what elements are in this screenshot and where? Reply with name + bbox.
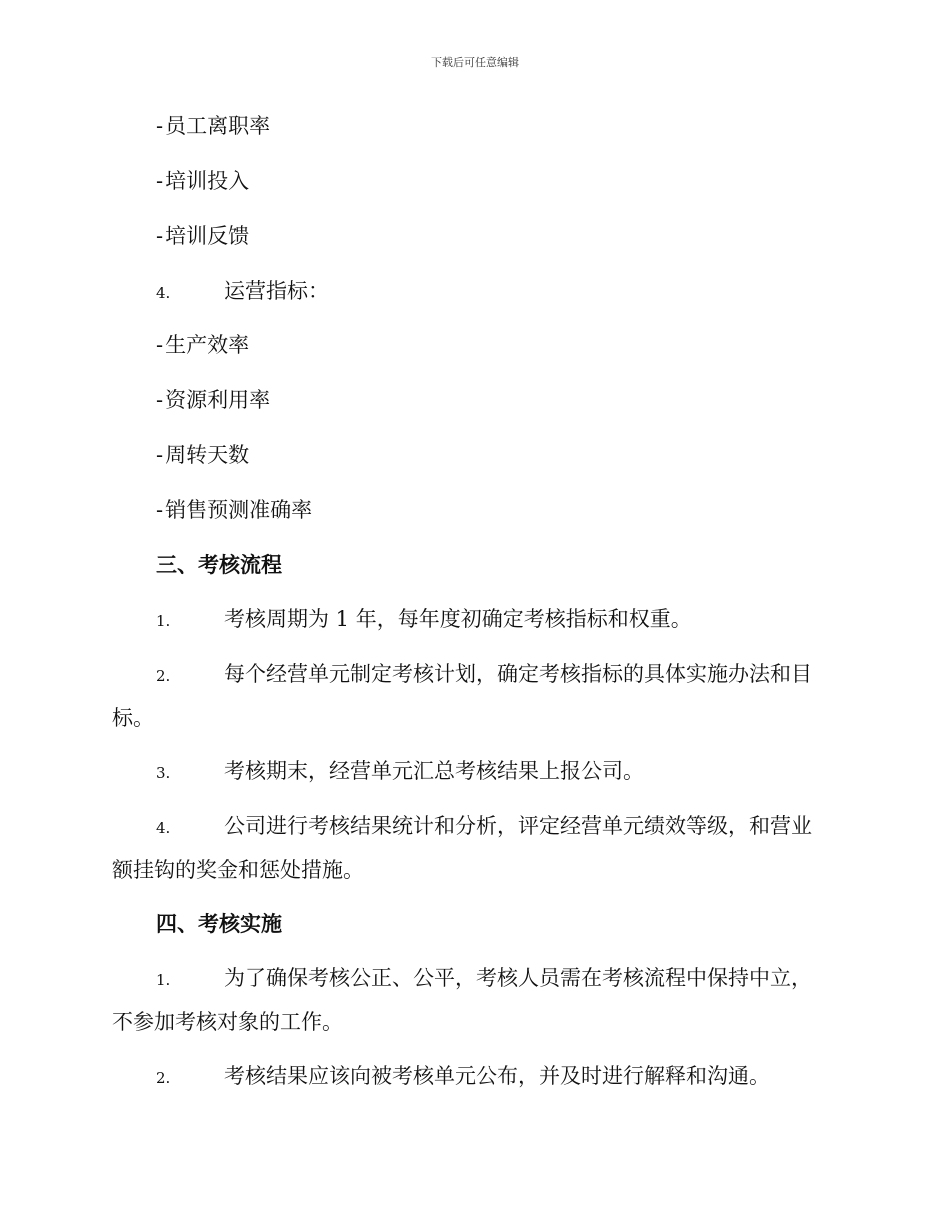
item-text: 考核周期为 1 年，每年度初确定考核指标和权重。 (224, 607, 692, 631)
list-item (156, 224, 249, 248)
dash: - (156, 388, 164, 412)
item-text: 考核期末，经营单元汇总考核结果上报公司。 (224, 759, 644, 783)
item-text: 为了确保考核公正、公平，考核人员需在考核流程中保持中立， (224, 966, 812, 990)
section-heading: 三、考核流程 (156, 552, 282, 577)
item-text-continued: 额挂钩的奖金和惩处措施。 (112, 858, 364, 882)
list-item-text: 周转天数 (165, 443, 250, 467)
list-item-text: 销售预测准确率 (165, 498, 313, 522)
dash: - (156, 169, 164, 193)
list-item-text: 资源利用率 (165, 388, 271, 412)
item-number: 1. (156, 971, 171, 989)
list-item-text: 员工离职率 (165, 114, 271, 138)
item-text-continued: 标。 (112, 706, 154, 730)
item-number: 2. (156, 667, 171, 685)
item-number: 1. (156, 612, 171, 630)
item-number: 4. (156, 819, 171, 837)
list-item-text: 培训反馈 (165, 224, 250, 248)
item-text: 运营指标： (224, 279, 329, 303)
list-item-text: 生产效率 (165, 333, 250, 357)
item-number: 3. (156, 764, 171, 782)
item-text: 考核结果应该向被考核单元公布，并及时进行解释和沟通。 (224, 1064, 770, 1088)
list-item (156, 498, 312, 522)
item-number: 4. (156, 284, 171, 302)
item-text: 每个经营单元制定考核计划，确定考核指标的具体实施办法和目 (224, 662, 812, 686)
list-item (156, 169, 249, 193)
item-text: 公司进行考核结果统计和分析，评定经营单元绩效等级，和营业 (224, 814, 812, 838)
page-header: 下载后可任意编辑 (431, 56, 519, 69)
dash: - (156, 498, 164, 522)
dash: - (156, 224, 164, 248)
list-item (156, 388, 270, 412)
list-item (156, 114, 270, 138)
dash: - (156, 443, 164, 467)
section-heading: 四、考核实施 (156, 911, 282, 936)
item-number: 2. (156, 1069, 171, 1087)
dash: - (156, 333, 164, 357)
list-item (156, 333, 249, 357)
dash: - (156, 114, 164, 138)
list-item-text: 培训投入 (165, 169, 250, 193)
list-item (156, 443, 249, 467)
item-text-continued: 不参加考核对象的工作。 (112, 1010, 343, 1034)
